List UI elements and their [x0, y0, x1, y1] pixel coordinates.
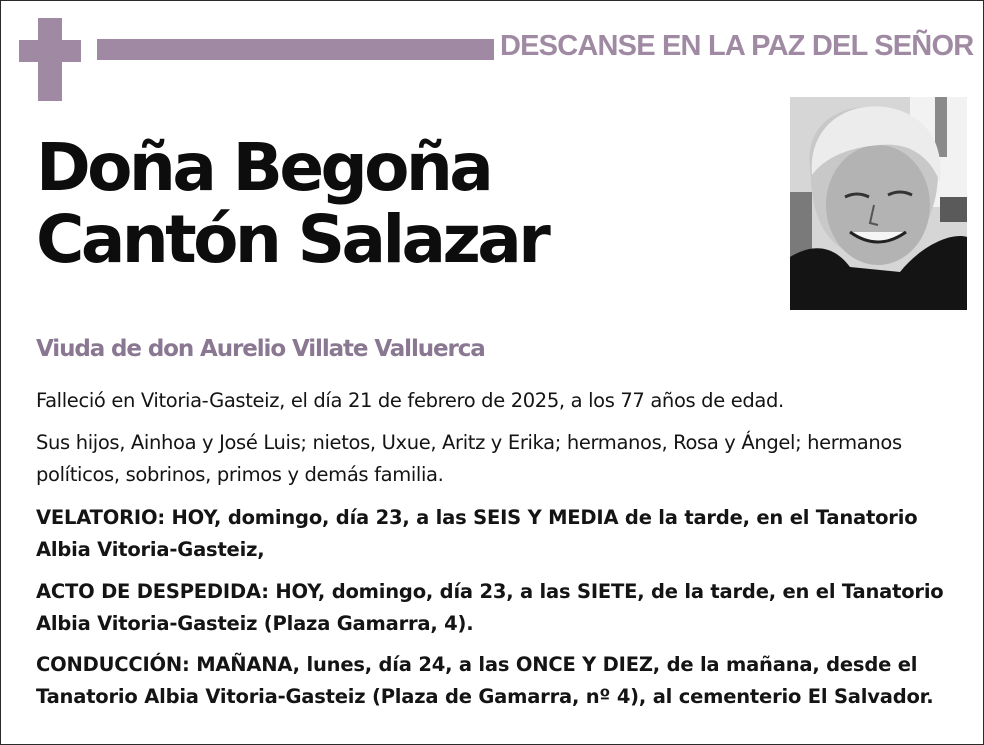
- header-title: DESCANSE EN LA PAZ DEL SEÑOR: [500, 30, 974, 62]
- header-bar: [97, 39, 494, 60]
- relation-line: Viuda de don Aurelio Villate Valluerca: [36, 336, 485, 362]
- name-line-1: Doña Begoña: [36, 129, 491, 206]
- portrait-photo: [790, 97, 967, 310]
- conduccion-info: CONDUCCIÓN: MAÑANA, lunes, día 24, a las ONCE Y DIEZ, de la mañana, desde el Tanatorio Albia Vitoria-Gasteiz (Plaza de Gamarra, nº 4), al cementerio El Salvador.: [36, 653, 934, 708]
- portrait-image: [790, 97, 967, 310]
- cross-horizontal: [19, 40, 81, 62]
- name-line-2: Cantón Salazar: [36, 201, 548, 278]
- deceased-name: [36, 129, 736, 278]
- velatorio-info: VELATORIO: HOY, domingo, día 23, a las SEIS Y MEDIA de la tarde, en el Tanatorio Albia Vitoria-Gasteiz,: [36, 506, 918, 561]
- despedida-info: ACTO DE DESPEDIDA: HOY, domingo, día 23, a las SIETE, de la tarde, en el Tanatorio Albia Vitoria-Gasteiz (Plaza Gamarra, 4).: [36, 580, 944, 635]
- death-notice: Falleció en Vitoria-Gasteiz, el día 21 de febrero de 2025, a los 77 años de edad.: [36, 389, 784, 412]
- family-list: Sus hijos, Ainhoa y José Luis; nietos, Uxue, Aritz y Erika; hermanos, Rosa y Ángel; hermanos políticos, sobrinos, primos y demás familia.: [36, 431, 902, 486]
